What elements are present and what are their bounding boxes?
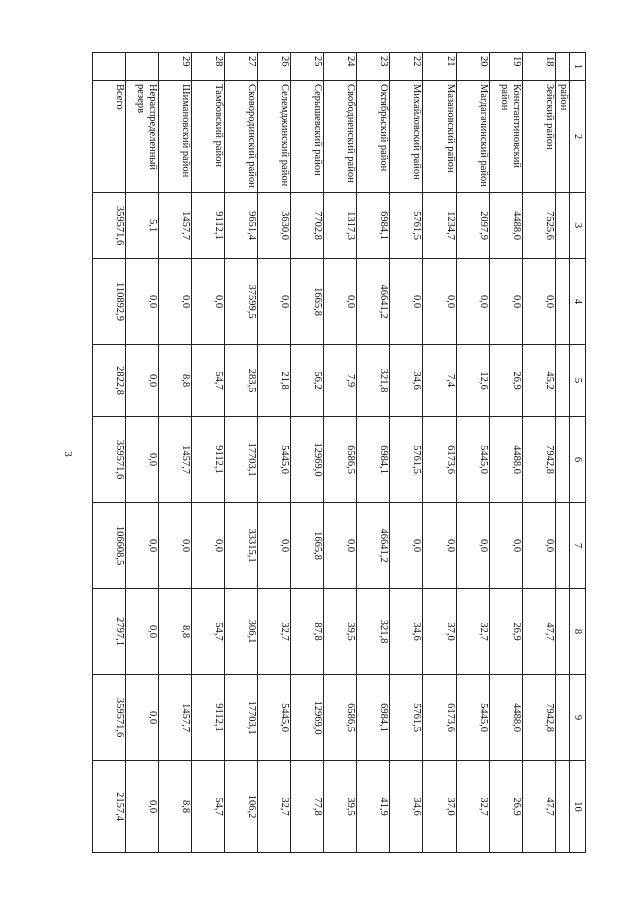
value-cell-c7: 46641,2 (357, 503, 390, 589)
district-name: Зейский район (522, 81, 555, 193)
column-header: 1 (570, 53, 586, 81)
column-header: 6 (570, 417, 586, 503)
value-cell-c5: 56,2 (291, 345, 324, 417)
value-cell-c5: 45,2 (522, 345, 555, 417)
value-cell-c7: 0,0 (489, 503, 522, 589)
value-cell-c6: 5445,0 (456, 417, 489, 503)
value-cell-c3: 4488,0 (489, 193, 522, 259)
value-cell-c8: 34,6 (390, 589, 423, 675)
value-cell-c10: 77,8 (291, 761, 324, 853)
column-header: 2 (570, 81, 586, 193)
page-number: 3 (62, 451, 74, 457)
value-cell-c6: 9112,1 (192, 417, 225, 503)
value-cell-c5: 21,8 (258, 345, 291, 417)
value-cell-c9: 6173,6 (423, 675, 456, 761)
value-cell-c3: 1457,7 (159, 193, 192, 259)
value-cell-c8: 26,9 (489, 589, 522, 675)
value-cell-c9: 4488,0 (489, 675, 522, 761)
row-number: 20 (456, 53, 489, 81)
district-name: Магдагачинский район (456, 81, 489, 193)
district-name: Селемджинский район (258, 81, 291, 193)
value-cell-c8: 306,1 (225, 589, 258, 675)
value-cell-c6: 6984,1 (357, 417, 390, 503)
value-cell-c7: 0,0 (390, 503, 423, 589)
value-cell-c6: 5761,5 (390, 417, 423, 503)
value-cell-c5: 0,0 (126, 345, 159, 417)
district-name: Всего (93, 81, 126, 193)
value-cell-c10: 106,2 (225, 761, 258, 853)
value-cell-c7: 0,0 (258, 503, 291, 589)
value-cell-c4: 0,0 (126, 259, 159, 345)
table-row (159, 53, 192, 853)
district-name: Серышевский район (291, 81, 324, 193)
value-cell-c7: 0,0 (456, 503, 489, 589)
value-cell-c3: 7702,8 (291, 193, 324, 259)
value-cell-c9: 17703,1 (225, 675, 258, 761)
value-cell-c9: 12969,0 (291, 675, 324, 761)
value-cell-c4: 0,0 (423, 259, 456, 345)
value-cell-c9: 7942,8 (522, 675, 555, 761)
value-cell-c8: 54,7 (192, 589, 225, 675)
value-cell-c8: 87,8 (291, 589, 324, 675)
table-row (390, 53, 423, 853)
value-cell-c9: 1457,7 (159, 675, 192, 761)
value-cell-c6: 6173,6 (423, 417, 456, 503)
value-cell-c10: 37,0 (423, 761, 456, 853)
value-cell-c5: 7,9 (324, 345, 357, 417)
table-row (93, 53, 126, 853)
row-number: 19 (489, 53, 522, 81)
value-cell-c9: 359571,6 (93, 675, 126, 761)
value-cell-c4: 110892,9 (93, 259, 126, 345)
value-cell-c8: 2797,1 (93, 589, 126, 675)
value-cell-c4: 37599,5 (225, 259, 258, 345)
value-cell-c6: 7942,8 (522, 417, 555, 503)
row-number: 27 (225, 53, 258, 81)
value-cell-c4: 0,0 (456, 259, 489, 345)
row-number: 18 (522, 53, 555, 81)
value-cell-c7: 33315,1 (225, 503, 258, 589)
value-cell-c3: 7525,6 (522, 193, 555, 259)
value-cell-c6: 1457,7 (159, 417, 192, 503)
row-number: 25 (291, 53, 324, 81)
table-row (192, 53, 225, 853)
value-cell-c3: 1317,3 (324, 193, 357, 259)
table-row (126, 53, 159, 853)
value-cell-c4: 0,0 (489, 259, 522, 345)
rotated-table-frame (92, 52, 586, 852)
value-cell-c5: 34,6 (390, 345, 423, 417)
value-cell-c4: 0,0 (192, 259, 225, 345)
header-row (570, 53, 586, 853)
row-number (126, 53, 159, 81)
value-cell-c8: 32,7 (258, 589, 291, 675)
value-cell-c6: 359571,6 (93, 417, 126, 503)
value-cell-c6: 17703,1 (225, 417, 258, 503)
value-cell-c4: 0,0 (159, 259, 192, 345)
value-cell-c10: 41,9 (357, 761, 390, 853)
column-header: 7 (570, 503, 586, 589)
value-cell-c10: 32,7 (456, 761, 489, 853)
value-cell-c4: 46641,2 (357, 259, 390, 345)
table-row (522, 53, 555, 853)
value-cell-c5: 283,5 (225, 345, 258, 417)
district-name: Константиновский район (489, 81, 522, 193)
value-cell-c10: 39,5 (324, 761, 357, 853)
value-cell-c10: 32,7 (258, 761, 291, 853)
value-cell-c8: 47,7 (522, 589, 555, 675)
value-cell-c3: 6984,1 (357, 193, 390, 259)
value-cell-c9: 6984,1 (357, 675, 390, 761)
value-cell-c7: 0,0 (192, 503, 225, 589)
value-cell-c10: 0,0 (126, 761, 159, 853)
row-number: 21 (423, 53, 456, 81)
value-cell-c7: 0,0 (522, 503, 555, 589)
table-row (423, 53, 456, 853)
district-name: Октябрьский район (357, 81, 390, 193)
value-cell-c5: 54,7 (192, 345, 225, 417)
district-name: Михайловский район (390, 81, 423, 193)
value-cell-c3: 9112,1 (192, 193, 225, 259)
row-number: 24 (324, 53, 357, 81)
table-row (324, 53, 357, 853)
value-cell-c9: 5761,5 (390, 675, 423, 761)
district-name: Сковородинский район (225, 81, 258, 193)
allocation-table (92, 52, 586, 853)
value-cell-c8: 8,8 (159, 589, 192, 675)
value-cell-c9: 9112,1 (192, 675, 225, 761)
row-number: 26 (258, 53, 291, 81)
value-cell-c5: 7,4 (423, 345, 456, 417)
value-cell-c3: 3630,0 (258, 193, 291, 259)
table-container (92, 52, 586, 852)
value-cell-c8: 321,8 (357, 589, 390, 675)
value-cell-c5: 12,6 (456, 345, 489, 417)
continuation-row (555, 53, 569, 853)
value-cell-c3: 2097,9 (456, 193, 489, 259)
value-cell-c6: 0,0 (126, 417, 159, 503)
column-header: 5 (570, 345, 586, 417)
table-row (489, 53, 522, 853)
value-cell-c9: 0,0 (126, 675, 159, 761)
table-row (258, 53, 291, 853)
district-name: Свободненский район (324, 81, 357, 193)
value-cell-c3: 5,1 (126, 193, 159, 259)
value-cell-c10: 34,6 (390, 761, 423, 853)
column-header: 4 (570, 259, 586, 345)
district-name: Шимановский район (159, 81, 192, 193)
value-cell-c10: 47,7 (522, 761, 555, 853)
value-cell-c3: 1234,7 (423, 193, 456, 259)
value-cell-c5: 26,9 (489, 345, 522, 417)
value-cell-c8: 0,0 (126, 589, 159, 675)
value-cell-c10: 8,8 (159, 761, 192, 853)
value-cell-c8: 39,5 (324, 589, 357, 675)
value-cell-c4: 0,0 (522, 259, 555, 345)
value-cell-c7: 0,0 (126, 503, 159, 589)
value-cell-c8: 32,7 (456, 589, 489, 675)
column-header: 10 (570, 761, 586, 853)
value-cell-c4: 0,0 (258, 259, 291, 345)
value-cell-c7: 106608,5 (93, 503, 126, 589)
value-cell-c8: 37,0 (423, 589, 456, 675)
continuation-label: район (555, 81, 569, 193)
table-row (357, 53, 390, 853)
row-number: 22 (390, 53, 423, 81)
district-name: Нераспределенный резерв (126, 81, 159, 193)
value-cell-c7: 0,0 (423, 503, 456, 589)
value-cell-c3: 9651,4 (225, 193, 258, 259)
value-cell-c9: 5445,0 (456, 675, 489, 761)
value-cell-c5: 2822,8 (93, 345, 126, 417)
value-cell-c5: 8,8 (159, 345, 192, 417)
value-cell-c6: 4488,0 (489, 417, 522, 503)
value-cell-c10: 2157,4 (93, 761, 126, 853)
table-row (456, 53, 489, 853)
row-number (93, 53, 126, 81)
value-cell-c4: 0,0 (390, 259, 423, 345)
column-header: 8 (570, 589, 586, 675)
row-number: 28 (192, 53, 225, 81)
value-cell-c6: 6586,5 (324, 417, 357, 503)
value-cell-c4: 0,0 (324, 259, 357, 345)
column-header: 3 (570, 193, 586, 259)
table-row (225, 53, 258, 853)
value-cell-c10: 26,9 (489, 761, 522, 853)
value-cell-c9: 5445,0 (258, 675, 291, 761)
value-cell-c6: 12969,0 (291, 417, 324, 503)
value-cell-c7: 0,0 (324, 503, 357, 589)
table-row (291, 53, 324, 853)
value-cell-c7: 1665,8 (291, 503, 324, 589)
value-cell-c5: 321,8 (357, 345, 390, 417)
district-name: Мазановский район (423, 81, 456, 193)
value-cell-c9: 6586,5 (324, 675, 357, 761)
row-number: 23 (357, 53, 390, 81)
district-name: Тамбовский район (192, 81, 225, 193)
row-number: 29 (159, 53, 192, 81)
value-cell-c6: 5445,0 (258, 417, 291, 503)
value-cell-c4: 1665,8 (291, 259, 324, 345)
value-cell-c3: 359571,6 (93, 193, 126, 259)
value-cell-c3: 5761,5 (390, 193, 423, 259)
column-header: 9 (570, 675, 586, 761)
value-cell-c7: 0,0 (159, 503, 192, 589)
value-cell-c10: 54,7 (192, 761, 225, 853)
